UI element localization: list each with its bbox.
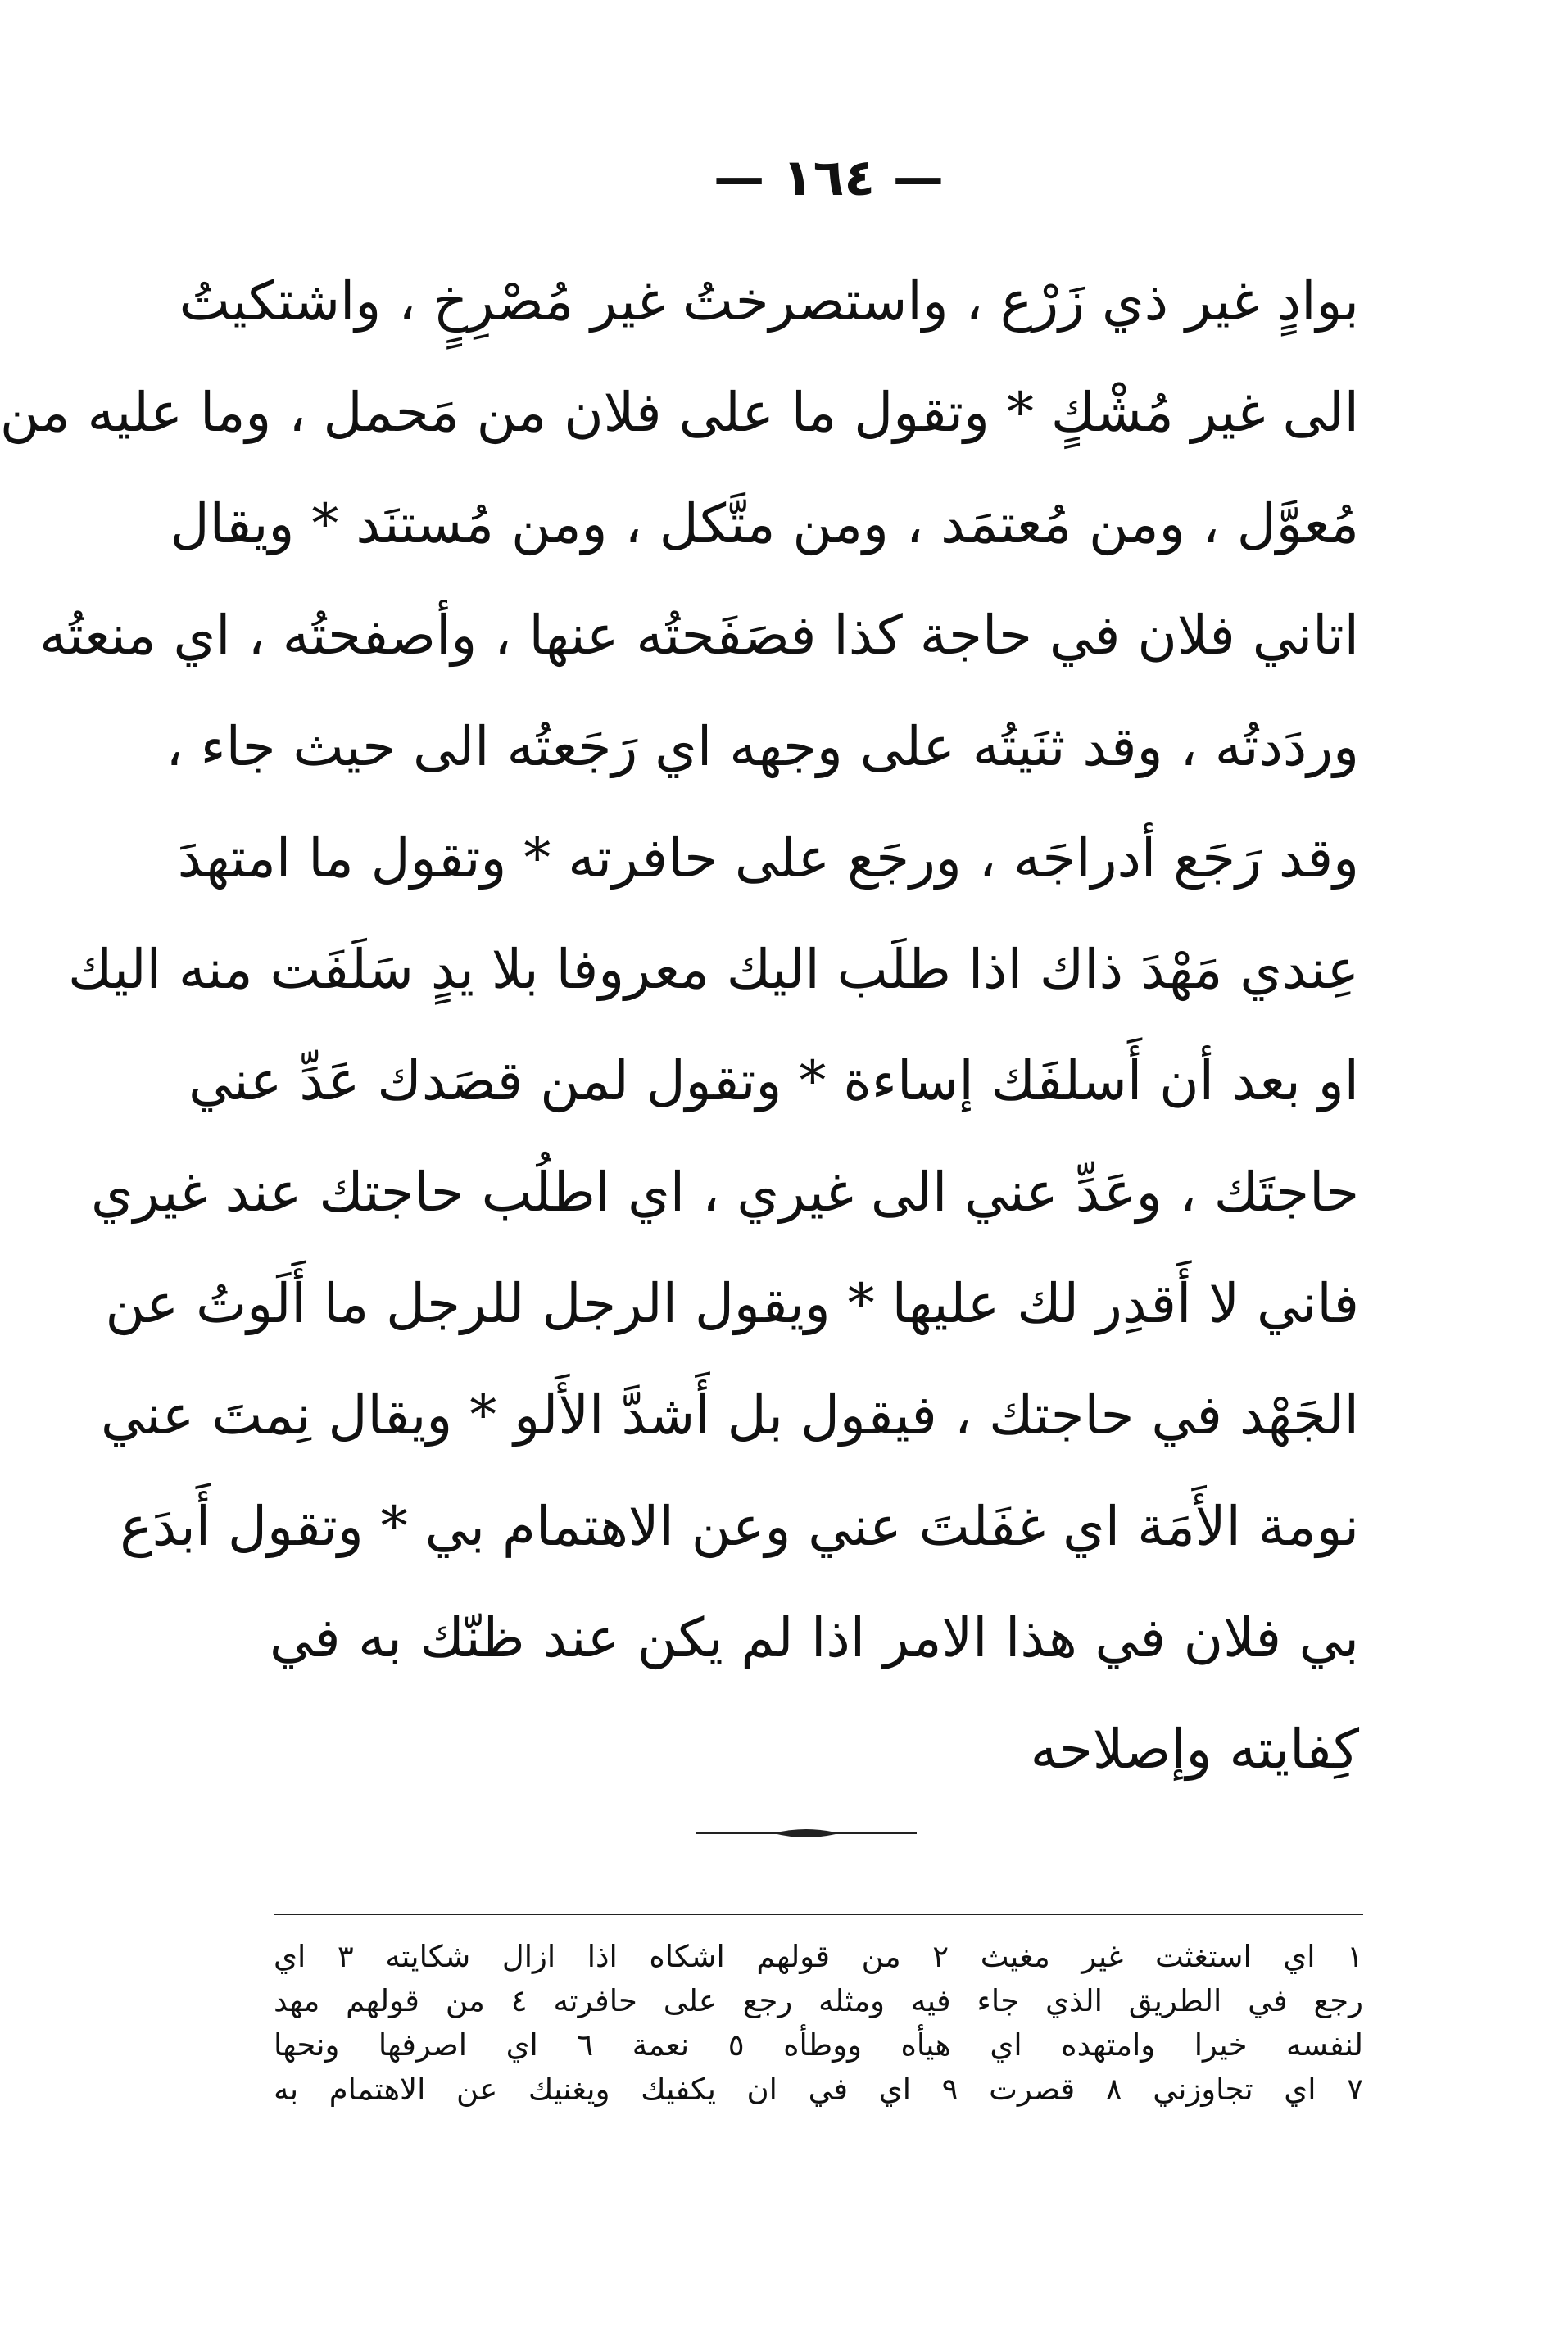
text-line: او بعد أن أَسلفَك إساءة * وتقول لمن قصَدك عَدِّ عني (188, 1049, 1359, 1112)
text-line: نومة الأَمَة اي غفَلتَ عني وعن الاهتمام بي * وتقول أَبدَع (120, 1495, 1359, 1558)
page-number: — ١٦٤ — (714, 147, 944, 207)
footnote-rule (274, 1914, 1363, 1915)
text-line: وقد رَجَع أدراجَه ، ورجَع على حافرته * وتقول ما امتهدَ (177, 827, 1359, 890)
text-line: الجَهْد في حاجتك ، فيقول بل أَشدَّ الأَلو * ويقال نِمتَ عني (100, 1384, 1359, 1447)
text-line-last: كِفايته وإصلاحه (1030, 1718, 1359, 1781)
text-line: عِندي مَهْدَ ذاك اذا طلَب اليك معروفا بلا يدٍ سَلَفَت منه اليك (67, 938, 1359, 1001)
text-line: وردَدتُه ، وقد ثنَيتُه على وجهه اي رَجَعتُه الى حيث جاء ، (165, 715, 1359, 778)
footnotes (274, 1935, 1363, 2112)
body-text (0, 246, 1359, 1805)
footnote-line: ١ اي استغثت غير مغيث ٢ من قولهم اشكاه اذا ازال شكايته ٣ اي (274, 1939, 1364, 1974)
text-line: بي فلان في هذا الامر اذا لم يكن عند ظنّك به في (270, 1606, 1359, 1669)
text-line: حاجتَك ، وعَدِّ عني الى غيري ، اي اطلُب حاجتك عند غيري (90, 1161, 1359, 1224)
text-line: اتاني فلان في حاجة كذا فصَفَحتُه عنها ، وأصفحتُه ، اي منعتُه (39, 604, 1359, 667)
footnote-line: رجع في الطريق الذي جاء فيه ومثله رجع على حافرته ٤ من قولهم مهد (274, 1983, 1363, 2018)
footnote-line: لنفسه خيرا وامتهده اي هيأه ووطأه ٥ نعمة ٦ اي اصرفها ونحها (274, 2027, 1363, 2063)
footnote-line: ٧ اي تجاوزني ٨ قصرت ٩ اي في ان يكفيك ويغنيك عن الاهتمام به (274, 2072, 1364, 2107)
text-line: بوادٍ غير ذي زَرْع ، واستصرختُ غير مُصْرِخٍ ، واشتكيتُ (179, 269, 1359, 333)
ornament-divider (696, 1825, 917, 1841)
text-line: مُعوَّل ، ومن مُعتمَد ، ومن متَّكل ، ومن مُستنَد * ويقال (170, 492, 1359, 555)
text-line: الى غير مُشْكٍ * وتقول ما على فلان من مَحمل ، وما عليه من (0, 381, 1359, 444)
text-line: فاني لا أَقدِر لك عليها * ويقول الرجل للرجل ما أَلَوتُ عن (105, 1272, 1359, 1335)
